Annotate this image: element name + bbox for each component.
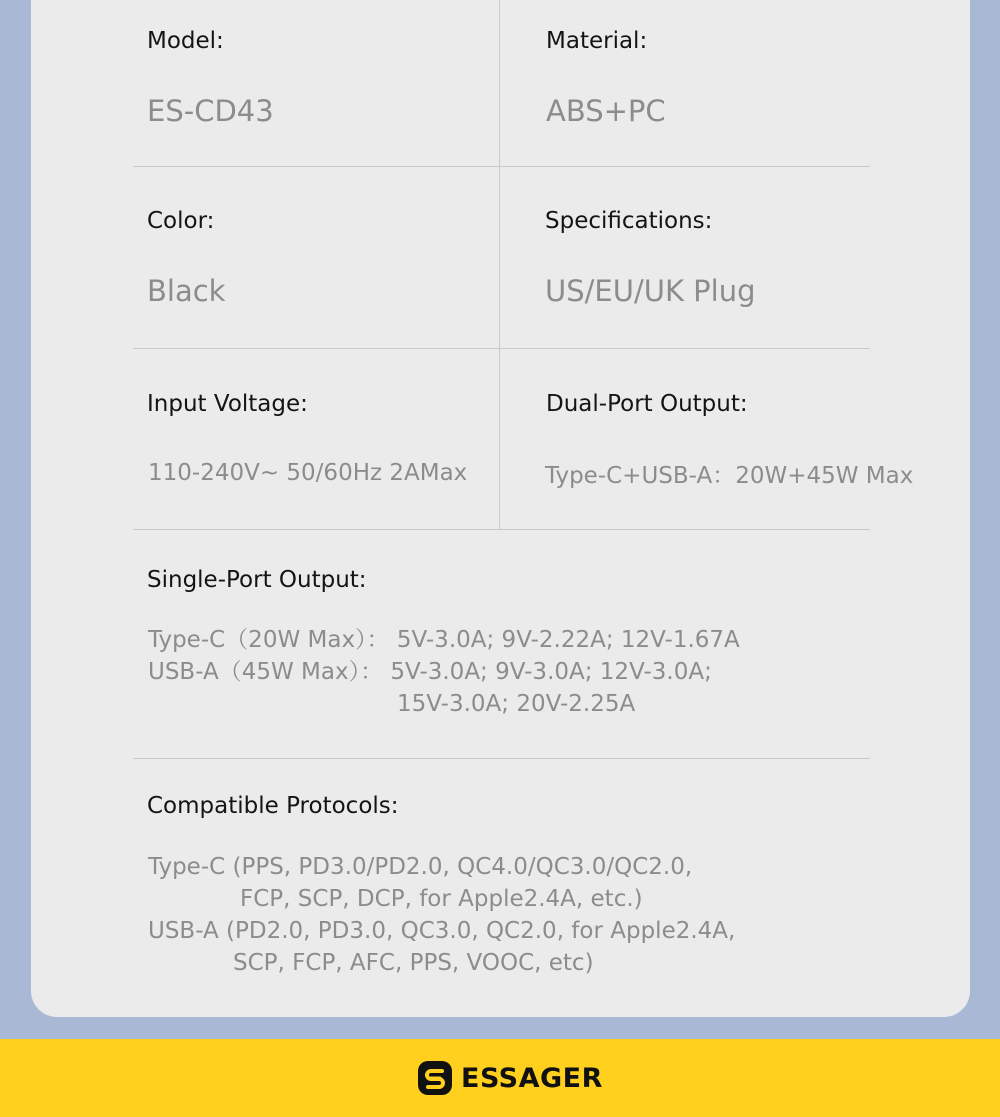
specifications-label: Specifications: — [545, 208, 713, 234]
material-label: Material: — [546, 28, 648, 54]
single-port-line-3: 15V-3.0A; 20V-2.25A — [397, 691, 636, 717]
protocols-line-1: Type-C (PPS, PD3.0/PD2.0, QC4.0/QC3.0/QC2.0, — [148, 854, 693, 880]
compatible-protocols-label: Compatible Protocols: — [147, 793, 399, 819]
color-label: Color: — [147, 208, 215, 234]
dual-port-output-label: Dual-Port Output: — [546, 391, 748, 417]
row-divider — [133, 166, 870, 167]
model-value: ES-CD43 — [147, 94, 274, 128]
protocols-line-4: SCP, FCP, AFC, PPS, VOOC, etc) — [233, 950, 594, 976]
single-port-line-1: Type-C（20W Max）： 5V-3.0A; 9V-2.22A; 12V-1.67A — [148, 627, 740, 653]
brand-name: ESSAGER — [461, 1062, 603, 1094]
color-value: Black — [147, 274, 226, 308]
input-voltage-value: 110-240V~ 50/60Hz 2AMax — [148, 460, 468, 486]
essager-s-logo-icon — [418, 1061, 452, 1095]
input-voltage-label: Input Voltage: — [147, 391, 308, 417]
protocols-line-2: FCP, SCP, DCP, for Apple2.4A, etc.) — [240, 886, 643, 912]
row-divider — [133, 758, 870, 759]
model-label: Model: — [147, 28, 224, 54]
row-divider — [133, 529, 870, 530]
brand-footer — [0, 1039, 1000, 1117]
protocols-line-3: USB-A (PD2.0, PD3.0, QC3.0, QC2.0, for Apple2.4A, — [148, 918, 736, 944]
single-port-output-label: Single-Port Output: — [147, 567, 367, 593]
row-divider — [133, 348, 870, 349]
column-divider — [499, 0, 500, 530]
single-port-line-2: USB-A（45W Max）： 5V-3.0A; 9V-3.0A; 12V-3.0A; — [148, 659, 712, 685]
material-value: ABS+PC — [546, 94, 666, 128]
dual-port-output-value: Type-C+USB-A：20W+45W Max — [545, 463, 914, 489]
specifications-value: US/EU/UK Plug — [545, 274, 756, 308]
brand-logo — [418, 1061, 603, 1095]
